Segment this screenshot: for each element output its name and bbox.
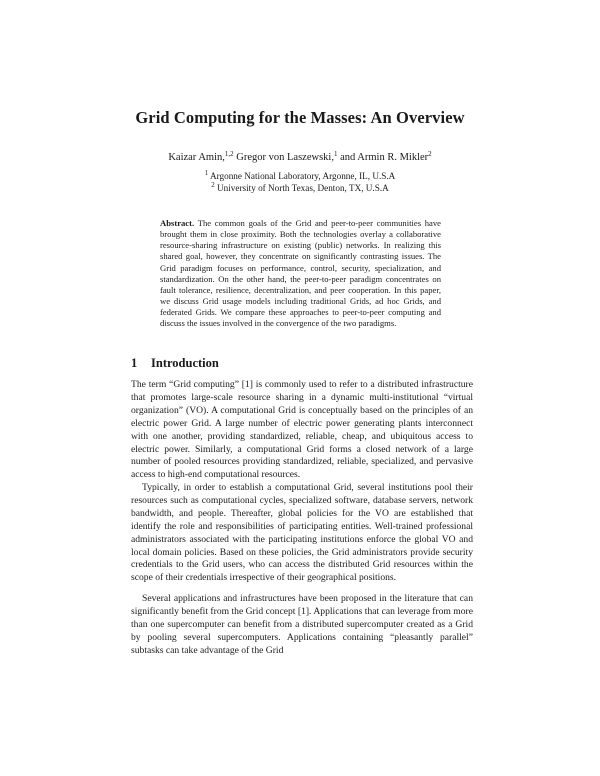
abstract-text: The common goals of the Grid and peer-to-peer communities have brought them in close proximity. Both the technologies overlay a collaborative resource-sharing infrastructure on existing (public) networks. In realizing this shared goal, however, they concentrate on significantly contrasting issues. The Grid paradigm focuses on performance, control, security, specialization, and standardization. On the other hand, the peer-to-peer paradigm concentrates on fault tolerance, resilience, decentralization, and peer cooperation. In this paper, we discuss Grid usage models including traditional Grids, ad hoc Grids, and federated Grids. We compare these approaches to peer-to-peer computing and discuss the issues involved in the convergence of the two paradigms. xyxy=(160,218,441,329)
affiliation-marker: 2 xyxy=(211,181,215,189)
affiliation-text: University of North Texas, Denton, TX, U.S.A xyxy=(217,183,389,193)
author-name: and Armin R. Mikler xyxy=(337,152,429,163)
affiliation-line xyxy=(0,181,600,193)
abstract xyxy=(160,218,441,330)
section-title: Introduction xyxy=(151,356,219,370)
body-paragraph: Typically, in order to establish a computational Grid, several institutions pool their resources such as computational cycles, specialized software, database servers, network bandwidth, and people. Thereafter, global policies for the VO are established that identify the role and responsibilities of participating entities. Well-trained professional administrators associated with the participating institutions enforce the global VO and local domain policies. Based on these policies, the Grid administrators provide security credentials to the Grid users, who can access the distributed Grid resources within the scope of their credentials irrespective of their geographical positions. xyxy=(131,482,473,584)
author-list xyxy=(0,150,600,163)
abstract-label: Abstract. xyxy=(160,218,195,228)
affiliation-marker: 2 xyxy=(428,150,432,158)
affiliation-marker: 1 xyxy=(204,169,209,177)
affiliation-marker: 1 xyxy=(333,150,338,158)
body-paragraph: The term “Grid computing” [1] is commonly used to refer to a distributed infrastructure that promotes large-scale resource sharing in a dynamic multi-institutional “virtual organization” (VO). A computational Grid is conceptually based on the principles of an electric power Grid. A large number of electric power generating plants interconnect with one another, providing standardized, reliable, cheap, and ubiquitous access to electric power. Similarly, a computational Grid forms a closed network of a large number of pooled resources providing standardized, reliable, specialized, and pervasive access to high-end computational resources. xyxy=(131,379,473,481)
paper-title: Grid Computing for the Masses: An Overview xyxy=(135,108,465,127)
author-name: Gregor von Laszewski, xyxy=(233,152,334,163)
affiliation-text: Argonne National Laboratory, Argonne, IL, U.S.A xyxy=(209,171,396,181)
affiliation-line xyxy=(0,169,600,181)
section-number: 1 xyxy=(131,356,138,370)
section-heading xyxy=(131,356,219,371)
body-paragraph: Several applications and infrastructures have been proposed in the literature that can significantly benefit from the Grid concept [1]. Applications that can leverage from more than one supercomputer can benefit from a distributed supercomputer created as a Grid by pooling several supercomputers. Applications containing “pleasantly parallel” subtasks can take advantage of the Grid xyxy=(131,593,473,656)
author-name: Kaizar Amin, xyxy=(168,152,225,163)
affiliation-marker: 1,2 xyxy=(224,150,234,158)
